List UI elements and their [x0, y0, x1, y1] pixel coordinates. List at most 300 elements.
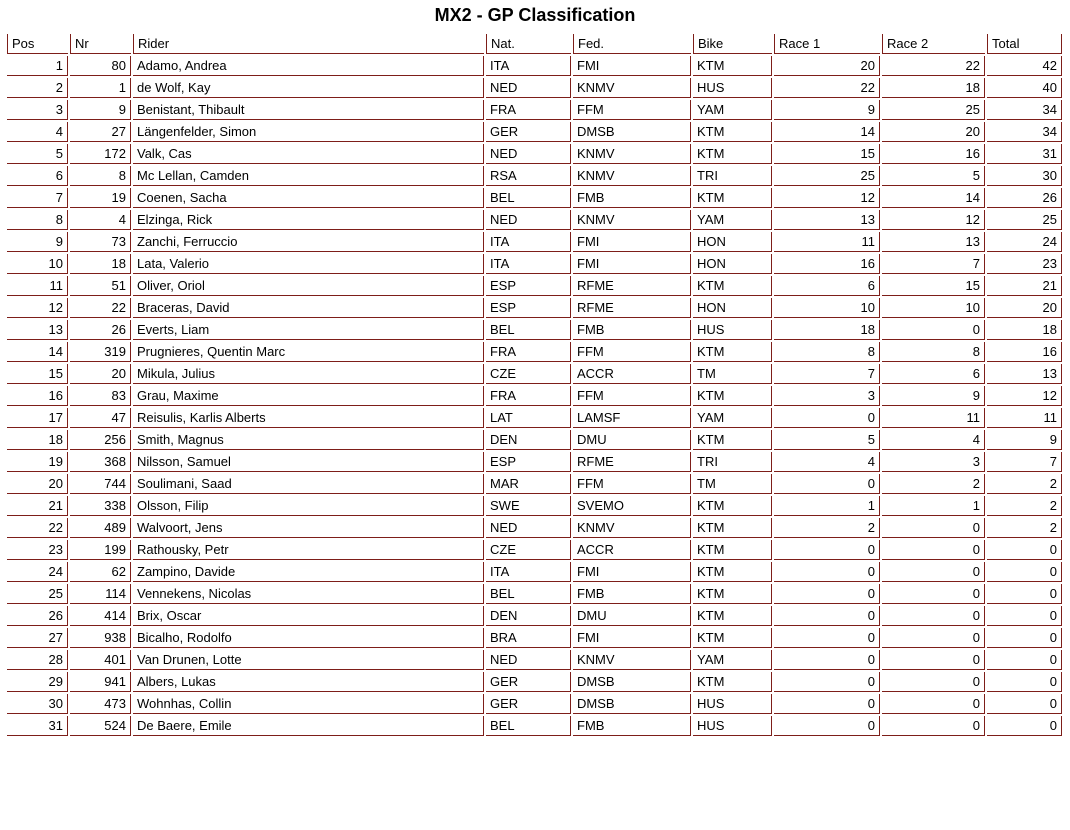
cell-nr: 73	[70, 232, 131, 252]
cell-fed: FFM	[573, 386, 691, 406]
cell-pos: 29	[7, 672, 68, 692]
cell-nat: CZE	[486, 364, 571, 384]
cell-race1: 12	[774, 188, 880, 208]
cell-bike: KTM	[693, 562, 772, 582]
cell-total: 13	[987, 364, 1062, 384]
column-header-race2: Race 2	[882, 34, 985, 54]
table-row	[7, 188, 1062, 208]
cell-bike: KTM	[693, 386, 772, 406]
cell-race2: 6	[882, 364, 985, 384]
cell-race2: 25	[882, 100, 985, 120]
cell-total: 23	[987, 254, 1062, 274]
cell-fed: DMSB	[573, 122, 691, 142]
cell-race1: 10	[774, 298, 880, 318]
cell-nat: GER	[486, 672, 571, 692]
cell-bike: YAM	[693, 210, 772, 230]
cell-race1: 0	[774, 540, 880, 560]
cell-pos: 11	[7, 276, 68, 296]
cell-nr: 62	[70, 562, 131, 582]
cell-nat: BEL	[486, 320, 571, 340]
cell-race1: 7	[774, 364, 880, 384]
table-row	[7, 100, 1062, 120]
cell-rider: Lata, Valerio	[133, 254, 484, 274]
cell-pos: 15	[7, 364, 68, 384]
cell-race2: 9	[882, 386, 985, 406]
cell-total: 0	[987, 628, 1062, 648]
cell-rider: Everts, Liam	[133, 320, 484, 340]
table-row	[7, 78, 1062, 98]
cell-nr: 414	[70, 606, 131, 626]
cell-race2: 0	[882, 584, 985, 604]
cell-bike: HUS	[693, 78, 772, 98]
cell-pos: 13	[7, 320, 68, 340]
cell-nr: 47	[70, 408, 131, 428]
table-row	[7, 254, 1062, 274]
cell-bike: KTM	[693, 606, 772, 626]
cell-race1: 0	[774, 584, 880, 604]
cell-pos: 24	[7, 562, 68, 582]
cell-bike: TM	[693, 474, 772, 494]
cell-nat: NED	[486, 518, 571, 538]
cell-pos: 17	[7, 408, 68, 428]
cell-race1: 16	[774, 254, 880, 274]
cell-bike: KTM	[693, 496, 772, 516]
cell-total: 16	[987, 342, 1062, 362]
cell-race2: 1	[882, 496, 985, 516]
cell-total: 0	[987, 584, 1062, 604]
cell-race1: 8	[774, 342, 880, 362]
cell-rider: Soulimani, Saad	[133, 474, 484, 494]
cell-nr: 8	[70, 166, 131, 186]
cell-nr: 22	[70, 298, 131, 318]
cell-nr: 18	[70, 254, 131, 274]
cell-race1: 0	[774, 716, 880, 736]
cell-race2: 0	[882, 540, 985, 560]
column-header-total: Total	[987, 34, 1062, 54]
cell-race1: 22	[774, 78, 880, 98]
cell-fed: SVEMO	[573, 496, 691, 516]
cell-fed: KNMV	[573, 78, 691, 98]
table-row	[7, 298, 1062, 318]
cell-nat: FRA	[486, 342, 571, 362]
cell-nr: 368	[70, 452, 131, 472]
cell-total: 18	[987, 320, 1062, 340]
cell-race1: 11	[774, 232, 880, 252]
table-row	[7, 606, 1062, 626]
cell-nat: LAT	[486, 408, 571, 428]
cell-rider: Vennekens, Nicolas	[133, 584, 484, 604]
cell-race1: 13	[774, 210, 880, 230]
cell-nat: FRA	[486, 386, 571, 406]
cell-nr: 1	[70, 78, 131, 98]
cell-bike: HUS	[693, 320, 772, 340]
cell-race1: 18	[774, 320, 880, 340]
cell-nat: ESP	[486, 298, 571, 318]
column-header-nr: Nr	[70, 34, 131, 54]
cell-rider: Van Drunen, Lotte	[133, 650, 484, 670]
cell-total: 42	[987, 56, 1062, 76]
cell-race2: 7	[882, 254, 985, 274]
cell-total: 25	[987, 210, 1062, 230]
cell-rider: Elzinga, Rick	[133, 210, 484, 230]
cell-total: 21	[987, 276, 1062, 296]
cell-nr: 744	[70, 474, 131, 494]
cell-fed: KNMV	[573, 518, 691, 538]
cell-race2: 2	[882, 474, 985, 494]
cell-pos: 1	[7, 56, 68, 76]
cell-race2: 11	[882, 408, 985, 428]
cell-pos: 18	[7, 430, 68, 450]
cell-pos: 3	[7, 100, 68, 120]
table-row	[7, 672, 1062, 692]
cell-nat: ITA	[486, 254, 571, 274]
cell-rider: Braceras, David	[133, 298, 484, 318]
cell-race2: 14	[882, 188, 985, 208]
cell-fed: KNMV	[573, 650, 691, 670]
cell-race1: 0	[774, 650, 880, 670]
cell-nr: 19	[70, 188, 131, 208]
cell-bike: KTM	[693, 584, 772, 604]
cell-race2: 5	[882, 166, 985, 186]
cell-race2: 10	[882, 298, 985, 318]
cell-total: 40	[987, 78, 1062, 98]
cell-nr: 338	[70, 496, 131, 516]
cell-total: 11	[987, 408, 1062, 428]
cell-pos: 28	[7, 650, 68, 670]
cell-race2: 3	[882, 452, 985, 472]
table-row	[7, 430, 1062, 450]
cell-rider: Oliver, Oriol	[133, 276, 484, 296]
cell-pos: 10	[7, 254, 68, 274]
table-row	[7, 584, 1062, 604]
cell-nr: 80	[70, 56, 131, 76]
cell-nr: 26	[70, 320, 131, 340]
column-header-race1: Race 1	[774, 34, 880, 54]
cell-nat: BEL	[486, 584, 571, 604]
cell-race1: 0	[774, 694, 880, 714]
table-row	[7, 694, 1062, 714]
cell-rider: Coenen, Sacha	[133, 188, 484, 208]
cell-nat: DEN	[486, 430, 571, 450]
cell-race2: 8	[882, 342, 985, 362]
table-row	[7, 562, 1062, 582]
cell-race2: 12	[882, 210, 985, 230]
cell-rider: Smith, Magnus	[133, 430, 484, 450]
cell-fed: DMU	[573, 606, 691, 626]
cell-fed: RFME	[573, 452, 691, 472]
column-header-pos: Pos	[7, 34, 68, 54]
cell-nr: 20	[70, 364, 131, 384]
cell-pos: 14	[7, 342, 68, 362]
cell-bike: TRI	[693, 452, 772, 472]
cell-bike: YAM	[693, 100, 772, 120]
table-row	[7, 364, 1062, 384]
cell-nat: SWE	[486, 496, 571, 516]
cell-race2: 0	[882, 694, 985, 714]
cell-rider: Adamo, Andrea	[133, 56, 484, 76]
results-table	[5, 32, 1064, 738]
cell-fed: ACCR	[573, 364, 691, 384]
cell-bike: KTM	[693, 672, 772, 692]
cell-rider: de Wolf, Kay	[133, 78, 484, 98]
cell-fed: FFM	[573, 474, 691, 494]
column-header-bike: Bike	[693, 34, 772, 54]
cell-race1: 0	[774, 474, 880, 494]
table-row	[7, 144, 1062, 164]
cell-rider: Mc Lellan, Camden	[133, 166, 484, 186]
cell-fed: KNMV	[573, 166, 691, 186]
cell-bike: YAM	[693, 650, 772, 670]
cell-total: 2	[987, 518, 1062, 538]
table-row	[7, 320, 1062, 340]
cell-race2: 4	[882, 430, 985, 450]
cell-rider: Zanchi, Ferruccio	[133, 232, 484, 252]
cell-pos: 21	[7, 496, 68, 516]
cell-fed: DMSB	[573, 672, 691, 692]
table-row	[7, 716, 1062, 736]
cell-race2: 15	[882, 276, 985, 296]
cell-fed: FFM	[573, 342, 691, 362]
cell-total: 31	[987, 144, 1062, 164]
cell-fed: ACCR	[573, 540, 691, 560]
cell-pos: 20	[7, 474, 68, 494]
page-title: MX2 - GP Classification	[434, 5, 636, 25]
cell-bike: KTM	[693, 188, 772, 208]
cell-bike: KTM	[693, 56, 772, 76]
cell-race2: 0	[882, 606, 985, 626]
cell-total: 0	[987, 694, 1062, 714]
cell-nr: 114	[70, 584, 131, 604]
cell-rider: Albers, Lukas	[133, 672, 484, 692]
cell-pos: 9	[7, 232, 68, 252]
cell-nat: NED	[486, 210, 571, 230]
cell-fed: KNMV	[573, 144, 691, 164]
cell-pos: 25	[7, 584, 68, 604]
cell-nat: ITA	[486, 562, 571, 582]
cell-total: 20	[987, 298, 1062, 318]
cell-rider: Wohnhas, Collin	[133, 694, 484, 714]
cell-pos: 5	[7, 144, 68, 164]
cell-nat: BEL	[486, 716, 571, 736]
cell-race2: 0	[882, 518, 985, 538]
cell-rider: Walvoort, Jens	[133, 518, 484, 538]
cell-race2: 22	[882, 56, 985, 76]
table-row	[7, 650, 1062, 670]
cell-total: 2	[987, 496, 1062, 516]
cell-race2: 18	[882, 78, 985, 98]
cell-rider: Brix, Oscar	[133, 606, 484, 626]
table-row	[7, 232, 1062, 252]
cell-bike: KTM	[693, 342, 772, 362]
cell-pos: 30	[7, 694, 68, 714]
cell-nr: 172	[70, 144, 131, 164]
cell-pos: 6	[7, 166, 68, 186]
cell-total: 9	[987, 430, 1062, 450]
cell-total: 34	[987, 100, 1062, 120]
table-row	[7, 122, 1062, 142]
cell-race1: 9	[774, 100, 880, 120]
cell-race1: 3	[774, 386, 880, 406]
cell-total: 30	[987, 166, 1062, 186]
cell-nat: ITA	[486, 56, 571, 76]
cell-total: 0	[987, 650, 1062, 670]
cell-fed: FMB	[573, 188, 691, 208]
cell-race1: 0	[774, 606, 880, 626]
cell-race1: 5	[774, 430, 880, 450]
cell-nat: CZE	[486, 540, 571, 560]
cell-pos: 22	[7, 518, 68, 538]
cell-rider: Olsson, Filip	[133, 496, 484, 516]
cell-bike: KTM	[693, 144, 772, 164]
cell-rider: Valk, Cas	[133, 144, 484, 164]
cell-race1: 20	[774, 56, 880, 76]
cell-fed: FMB	[573, 716, 691, 736]
cell-total: 0	[987, 672, 1062, 692]
cell-nat: BEL	[486, 188, 571, 208]
cell-total: 0	[987, 562, 1062, 582]
cell-nr: 83	[70, 386, 131, 406]
cell-fed: FMI	[573, 254, 691, 274]
cell-fed: RFME	[573, 276, 691, 296]
cell-bike: TM	[693, 364, 772, 384]
column-header-rider: Rider	[133, 34, 484, 54]
cell-bike: HUS	[693, 716, 772, 736]
cell-nat: ITA	[486, 232, 571, 252]
column-header-fed: Fed.	[573, 34, 691, 54]
cell-pos: 7	[7, 188, 68, 208]
header-row	[7, 34, 1062, 54]
cell-pos: 31	[7, 716, 68, 736]
cell-fed: RFME	[573, 298, 691, 318]
cell-total: 24	[987, 232, 1062, 252]
cell-nr: 51	[70, 276, 131, 296]
cell-nr: 401	[70, 650, 131, 670]
cell-fed: FMB	[573, 320, 691, 340]
cell-pos: 27	[7, 628, 68, 648]
cell-nr: 319	[70, 342, 131, 362]
cell-total: 0	[987, 540, 1062, 560]
cell-total: 0	[987, 716, 1062, 736]
table-row	[7, 210, 1062, 230]
cell-bike: TRI	[693, 166, 772, 186]
cell-race2: 0	[882, 562, 985, 582]
cell-race2: 16	[882, 144, 985, 164]
cell-rider: Nilsson, Samuel	[133, 452, 484, 472]
cell-race1: 15	[774, 144, 880, 164]
cell-pos: 12	[7, 298, 68, 318]
cell-race1: 0	[774, 562, 880, 582]
cell-fed: FMI	[573, 232, 691, 252]
cell-bike: HUS	[693, 694, 772, 714]
cell-rider: Benistant, Thibault	[133, 100, 484, 120]
cell-total: 12	[987, 386, 1062, 406]
cell-fed: FFM	[573, 100, 691, 120]
column-header-nat: Nat.	[486, 34, 571, 54]
cell-nr: 256	[70, 430, 131, 450]
cell-total: 26	[987, 188, 1062, 208]
cell-bike: KTM	[693, 628, 772, 648]
cell-bike: HON	[693, 254, 772, 274]
cell-total: 0	[987, 606, 1062, 626]
cell-bike: KTM	[693, 122, 772, 142]
cell-race1: 14	[774, 122, 880, 142]
cell-race2: 0	[882, 672, 985, 692]
cell-race1: 6	[774, 276, 880, 296]
table-row	[7, 628, 1062, 648]
cell-nat: ESP	[486, 276, 571, 296]
cell-fed: FMI	[573, 56, 691, 76]
cell-bike: YAM	[693, 408, 772, 428]
cell-race2: 0	[882, 320, 985, 340]
cell-race2: 0	[882, 716, 985, 736]
cell-bike: KTM	[693, 276, 772, 296]
cell-fed: FMI	[573, 562, 691, 582]
cell-race1: 2	[774, 518, 880, 538]
table-row	[7, 386, 1062, 406]
cell-nat: NED	[486, 78, 571, 98]
cell-race1: 1	[774, 496, 880, 516]
cell-nr: 473	[70, 694, 131, 714]
table-row	[7, 540, 1062, 560]
cell-total: 7	[987, 452, 1062, 472]
table-row	[7, 166, 1062, 186]
table-row	[7, 342, 1062, 362]
cell-total: 34	[987, 122, 1062, 142]
cell-nr: 489	[70, 518, 131, 538]
cell-nat: NED	[486, 650, 571, 670]
cell-nat: RSA	[486, 166, 571, 186]
table-row	[7, 452, 1062, 472]
cell-pos: 8	[7, 210, 68, 230]
cell-nat: GER	[486, 122, 571, 142]
cell-race1: 25	[774, 166, 880, 186]
cell-nat: GER	[486, 694, 571, 714]
cell-race2: 20	[882, 122, 985, 142]
cell-race1: 4	[774, 452, 880, 472]
cell-nr: 524	[70, 716, 131, 736]
cell-pos: 4	[7, 122, 68, 142]
table-row	[7, 474, 1062, 494]
cell-nat: NED	[486, 144, 571, 164]
cell-race1: 0	[774, 408, 880, 428]
cell-fed: LAMSF	[573, 408, 691, 428]
cell-fed: FMB	[573, 584, 691, 604]
cell-nr: 4	[70, 210, 131, 230]
cell-total: 2	[987, 474, 1062, 494]
cell-fed: DMU	[573, 430, 691, 450]
cell-rider: Mikula, Julius	[133, 364, 484, 384]
results-table-body	[7, 56, 1062, 736]
table-row	[7, 496, 1062, 516]
cell-nat: DEN	[486, 606, 571, 626]
cell-fed: KNMV	[573, 210, 691, 230]
cell-race1: 0	[774, 672, 880, 692]
table-row	[7, 518, 1062, 538]
cell-nat: BRA	[486, 628, 571, 648]
cell-pos: 19	[7, 452, 68, 472]
cell-nr: 27	[70, 122, 131, 142]
cell-rider: Grau, Maxime	[133, 386, 484, 406]
cell-pos: 16	[7, 386, 68, 406]
cell-fed: FMI	[573, 628, 691, 648]
cell-nat: ESP	[486, 452, 571, 472]
cell-rider: Bicalho, Rodolfo	[133, 628, 484, 648]
table-row	[7, 276, 1062, 296]
cell-race2: 0	[882, 628, 985, 648]
cell-nr: 9	[70, 100, 131, 120]
cell-pos: 2	[7, 78, 68, 98]
cell-rider: De Baere, Emile	[133, 716, 484, 736]
